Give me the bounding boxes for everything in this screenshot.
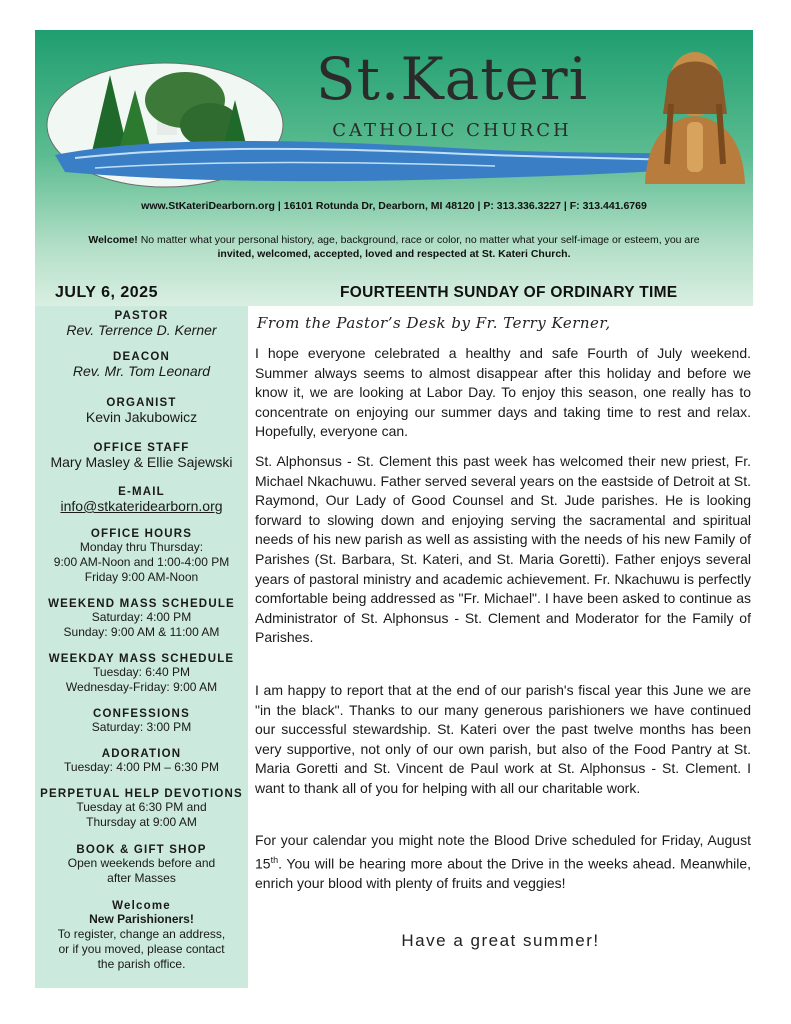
office-staff-heading: OFFICE STAFF	[93, 442, 190, 454]
welcome-statement	[85, 233, 703, 261]
parish-info-sidebar	[35, 306, 248, 988]
welcome-body: No matter what your personal history, age, background, race or color, no matter what your self-image or esteem, you are	[137, 234, 700, 246]
saint-kateri-statue-image	[637, 44, 753, 184]
church-subtitle: CATHOLIC CHURCH	[332, 120, 572, 141]
adoration-line: Tuesday: 4:00 PM – 6:30 PM	[64, 760, 219, 774]
letter-paragraph-2: St. Alphonsus - St. Clement this past week has welcomed their new priest, Fr. Michael Nkachuwu. Father served several years on the eastside of Detroit at St. Raymond, Our Lady of Good Counsel and St. Jude parishes. He is looking forward to slowing down and enjoying serving the sacramental and spiritual needs of his new parish as well as assisting with the needs of his new Family of Parishes (St. Barbara, St. Kateri, and St. Maria Goretti). Father enjoys several years of pastoral ministry and academic achievement. Fr. Nkachuwu is perfectly comfortable being addressed as "Fr. Michael". I have been asked to continue as Administrator of St. Alphonsus - St. Clement and Moderator for the Family of Parishes.	[255, 453, 751, 646]
new-parishioners-heading: New Parishioners!	[89, 912, 194, 926]
welcome-line: or if you moved, please contact	[58, 942, 225, 956]
gift-shop-line: after Masses	[107, 871, 176, 885]
welcome-line: To register, change an address,	[57, 927, 226, 941]
welcome-lead: Welcome!	[88, 234, 138, 246]
perpetual-help-line: Tuesday at 6:30 PM and	[76, 800, 207, 814]
letter-paragraph-4	[255, 831, 751, 893]
pastor-name: Rev. Terrence D. Kerner	[66, 322, 217, 338]
office-hours-line: 9:00 AM-Noon and 1:00-4:00 PM	[53, 555, 230, 569]
office-staff-names: Mary Masley & Ellie Sajewski	[50, 454, 233, 470]
organist-heading: ORGANIST	[106, 397, 177, 409]
email-link[interactable]: info@stkateridearborn.org	[60, 498, 223, 514]
pastor-letter	[248, 306, 753, 988]
office-hours-line: Friday 9:00 AM-Noon	[84, 570, 199, 584]
contact-line: www.StKateriDearborn.org | 16101 Rotunda Dr, Dearborn, MI 48120 | P: 313.336.3227 | F: 313.441.6769	[141, 200, 647, 212]
gift-shop-heading: BOOK & GIFT SHOP	[76, 844, 207, 856]
blood-drive-text-cont: . You will be hearing more about the Drive in the weeks ahead. Meanwhile, enrich your blood with plenty of fruits and veggies!	[255, 855, 751, 891]
deacon-heading: DEACON	[112, 351, 171, 363]
letter-paragraph-1: I hope everyone celebrated a healthy and safe Fourth of July weekend. Summer always seems to almost disappear after this holiday and before we know it, we are looking at Labor Day. To enjoy this season, one really has to concentrate on enjoying our summer days and taking time to rest and relax. Hopefully, everyone can.	[255, 345, 751, 440]
confessions-line: Saturday: 3:00 PM	[91, 720, 192, 734]
perpetual-help-heading: PERPETUAL HELP DEVOTIONS	[40, 788, 243, 800]
welcome-bold: invited, welcomed, accepted, loved and respected at St. Kateri Church.	[217, 248, 571, 260]
weekday-mass-line: Tuesday: 6:40 PM	[93, 665, 190, 679]
weekend-mass-heading: WEEKEND MASS SCHEDULE	[48, 598, 235, 610]
blood-drive-text: For your calendar you might note the Blood Drive scheduled for Friday, August 15	[255, 832, 751, 872]
masthead	[35, 30, 753, 306]
office-hours-heading: OFFICE HOURS	[90, 528, 193, 540]
deacon-name: Rev. Mr. Tom Leonard	[72, 363, 211, 379]
office-hours-line: Monday thru Thursday:	[79, 540, 204, 554]
email-heading: E-MAIL	[118, 486, 165, 498]
perpetual-help-line: Thursday at 9:00 AM	[86, 815, 197, 829]
weekday-mass-heading: WEEKDAY MASS SCHEDULE	[48, 653, 235, 665]
organist-name: Kevin Jakubowicz	[85, 409, 198, 425]
date-suffix: th	[270, 854, 279, 865]
pastor-heading: PASTOR	[114, 310, 169, 322]
confessions-heading: CONFESSIONS	[93, 708, 190, 720]
letter-paragraph-3: I am happy to report that at the end of our parish's fiscal year this June we are "in the black". Thanks to our many generous parishioners we have continued our successful stewardship. St. Kateri over the past twelve months has been very supportive, not only of our own parish, but also of the Food Pantry at St. Maria Goretti and St. Vincent de Paul work at St. Alphonsus - St. Clement. I want to thank all of you for helping with all our charitable work.	[255, 682, 751, 796]
issue-date: JULY 6, 2025	[55, 284, 158, 301]
weekend-mass-line: Sunday: 9:00 AM & 11:00 AM	[63, 625, 220, 639]
weekend-mass-line: Saturday: 4:00 PM	[91, 610, 192, 624]
liturgical-title: FOURTEENTH SUNDAY OF ORDINARY TIME	[340, 284, 678, 301]
adoration-heading: ADORATION	[101, 748, 182, 760]
weekday-mass-line: Wednesday-Friday: 9:00 AM	[65, 680, 218, 694]
welcome-heading: Welcome	[112, 900, 171, 912]
closing-line: Have a great summer!	[401, 931, 600, 950]
welcome-line: the parish office.	[97, 957, 186, 971]
gift-shop-line: Open weekends before and	[67, 856, 216, 870]
letter-heading: From the Pastor’s Desk by Fr. Terry Kerner,	[257, 314, 611, 332]
church-name-logo: St.Kateri	[315, 45, 589, 113]
